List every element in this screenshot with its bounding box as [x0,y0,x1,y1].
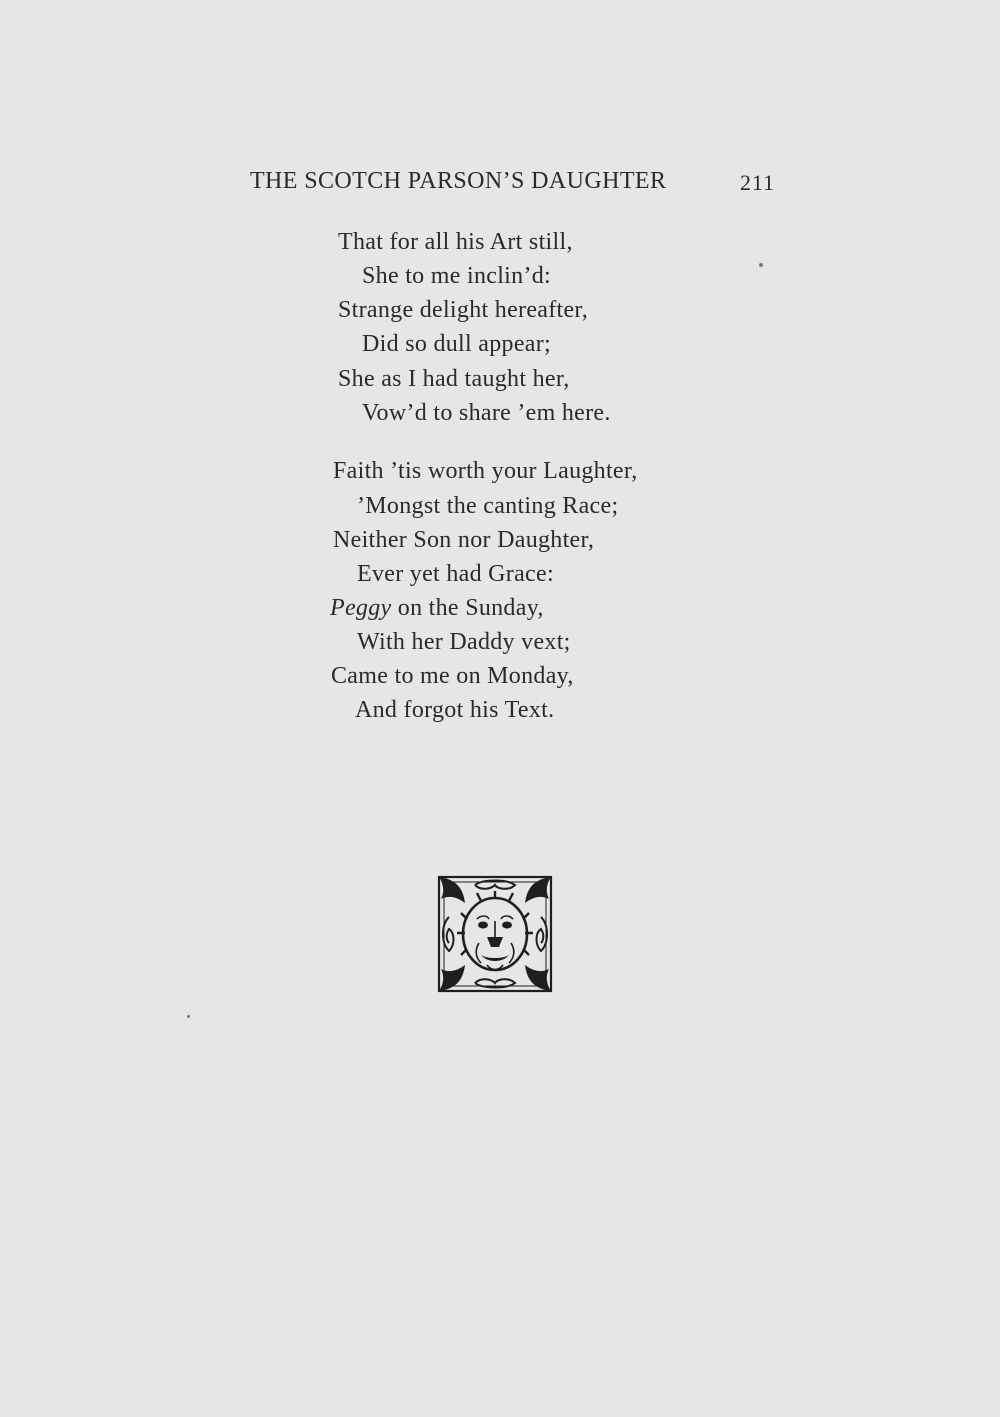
lion-head-ornament-icon [435,873,555,995]
verse-line: ’Mongst the canting Race; [357,493,619,519]
verse-line: With her Daddy vext; [357,629,571,655]
verse-line [330,595,544,622]
verse-line: She to me inclin’d: [362,263,552,289]
verse-line: Faith ’tis worth your Laughter, [333,458,638,484]
verse-line: Came to me on Monday, [331,663,574,689]
page-number: 211 [740,170,776,195]
verse-line: Strange delight hereafter, [338,297,589,323]
verse-line: And forgot his Text. [355,697,555,723]
running-title: THE SCOTCH PARSON’S DAUGHTER [250,168,667,194]
paper-speck [187,1015,190,1018]
verse-line-rest: on the Sunday, [391,595,544,621]
verse-line: Did so dull appear; [362,331,551,357]
verse-line: Vow’d to share ’em here. [362,400,611,426]
verse-line: That for all his Art still, [338,229,573,255]
verse-line: Neither Son nor Daughter, [333,527,595,553]
paper-speck [759,263,763,267]
verse-line: She as I had taught her, [338,366,570,392]
verse-line: Ever yet had Grace: [357,561,554,587]
name-peggy: Peggy [330,595,392,621]
running-header [250,168,790,195]
